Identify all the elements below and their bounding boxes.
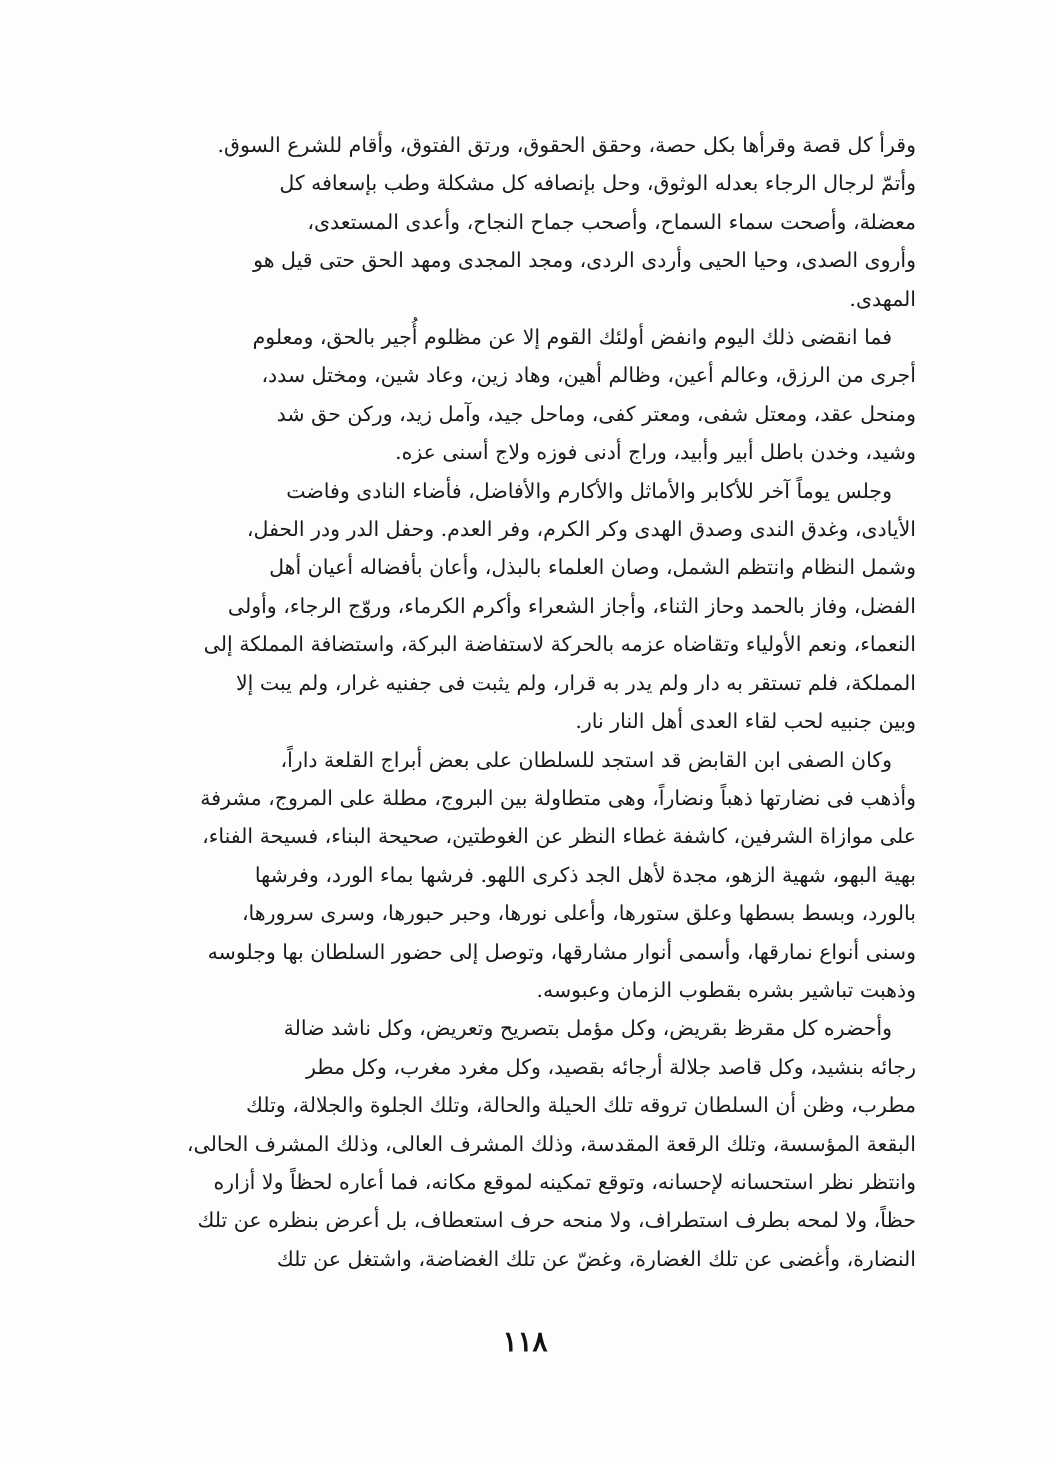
paragraph-5: وأحضره كل مقرظ بقريض، وكل مؤمل بتصريح وتعريض، وكل ناشد ضالة رجائه بنشيد، وكل قاصد جلالة أرجائه بقصيد، وكل مغرد مغرب، وكل مطر مطرب، وظن أن السلطان تروقه تلك الحيلة والحالة، وتلك الجلوة والجلالة، وتلك البقعة المؤسسة، وتلك الرقعة المقدسة، وذلك المشرف العالى، وذلك المشرف الحالى، وانتظر نظر استحسانه لإحسانه، وتوقع تمكينه لموقع مكانه، فما أعاره لحظاً ولا أزاره حظاً، ولا لمحه بطرف استطراف، ولا منحه حرف استعطاف، بل أعرض بنظره عن تلك النضارة، وأغضى عن تلك الغضارة، وغضّ عن تلك الغضاضة، واشتغل عن تلك [186, 1016, 916, 1271]
paragraph-1: وقرأ كل قصة وقرأها بكل حصة، وحقق الحقوق، ورتق الفتوق، وأقام للشرع السوق. وأتمّ لرجال الرجاء بعدله الوثوق، وحل بإنصافه كل مشكلة وطب بإسعافه كل معضلة، وأصحت سماء السماح، وأصحب جماح النجاح، وأعدى المستعدى، وأروى الصدى، وحيا الحيى وأردى الردى، ومجد المجدى ومهد الحق حتى قيل هو المهدى. [217, 133, 916, 311]
page-number: ١١٨ [502, 1325, 548, 1358]
paragraph-2: فما انقضى ذلك اليوم وانفض أولئك القوم إلا عن مظلوم أُجير بالحق، ومعلوم أجرى من الرزق، وعالم أعين، وظالم أهين، وهاد زين، وعاد شين، ومختل سدد، ومنحل عقد، ومعتل شفى، ومعتر كفى، وماحل جيد، وآمل زيد، وركن حق شد وشيد، وخدن باطل أبير وأبيد، وراج أدنى فوزه ولاج أسنى عزه. [252, 325, 916, 465]
paragraph-3: وجلس يوماً آخر للأكابر والأماثل والأكارم والأفاضل، فأضاء النادى وفاضت الأيادى، وغدق الندى وصدق الهدى وكر الكرم، وفر العدم. وحفل الدر ودر الحفل، وشمل النظام وانتظم الشمل، وصان العلماء بالبذل، وأعان بأفضاله أعيان أهل الفضل، وفاز بالحمد وحاز الثناء، وأجاز الشعراء وأكرم الكرماء، وروّج الرجاء، وأولى النعماء، ونعم الأولياء وتقاضاه عزمه بالحركة لاستفاضة البركة، واستضافة المملكة إلى المملكة، فلم تستقر به دار ولم يدر به قرار، ولم يثبت فى جفنيه غرار، ولم يبت إلا وبين جنبيه لحب لقاء العدى أهل النار نار. [203, 478, 916, 734]
paragraph-4: وكان الصفى ابن القابض قد استجد للسلطان على بعض أبراج القلعة داراً، وأذهب فى نضارتها ذهباً ونضاراً، وهى متطاولة بين البروج، مطلة على المروج، مشرفة على موازاة الشرفين، كاشفة غطاء النظر عن الغوطتين، صحيحة البناء، فسيحة الفناء، بهية البهو، شهية الزهو، مجدة لأهل الجد ذكرى اللهو. فرشها بماء الورد، وفرشها بالورد، وبسط بسطها وعلق ستورها، وأعلى نورها، وحبر حبورها، وسرى سرورها، وسنى أنواع نمارقها، وأسمى أنوار مشارقها، وتوصل إلى حضور السلطان بها وجلوسه وذهبت تباشير بشره بقطوب الزمان وعبوسه. [200, 747, 916, 1002]
body-text [131, 126, 916, 1278]
